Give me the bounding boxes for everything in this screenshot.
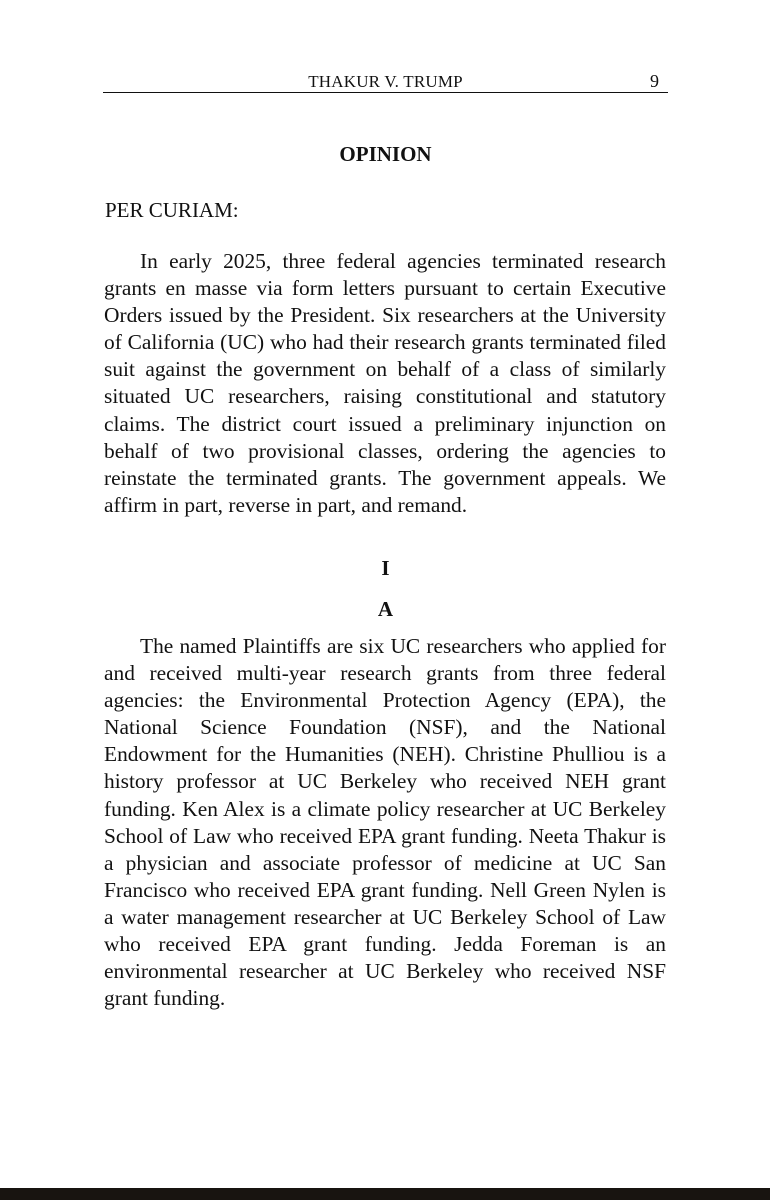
viewer-bottom-bar [0,1188,770,1200]
page-number: 9 [650,71,659,91]
running-header [103,70,668,93]
intro-paragraph: In early 2025, three federal agencies terminated research grants en masse via form letters pursuant to certain Executive Orders issued by the President. Six researchers at the University of California (UC) who had their research grants terminated filed suit against the government on behalf of a class of similarly situated UC researchers, raising constitutional and statutory claims. The district court issued a preliminary injunction on behalf of two provisional classes, ordering the agencies to reinstate the terminated grants. The government appeals. We affirm in part, reverse in part, and remand. [104,249,666,517]
subsection-heading: A [377,597,394,621]
plaintiffs-paragraph: The named Plaintiffs are six UC researchers who applied for and received multi-year research grants from three federal agencies: the Environmental Protection Agency (EPA), the National Science Foundation (NSF), and the National Endowment for the Humanities (NEH). Christine Phulliou is a history professor at UC Berkeley who received NEH grant funding. Ken Alex is a climate policy researcher at UC Berkeley School of Law who received EPA grant funding. Neeta Thakur is a physician and associate professor of medicine at UC San Francisco who received EPA grant funding. Nell Green Nylen is a water management researcher at UC Berkeley School of Law who received EPA grant funding. Jedda Foreman is an environmental researcher at UC Berkeley who received NSF grant funding. [104,634,666,1011]
per-curiam-label: PER CURIAM: [105,198,239,222]
running-title: THAKUR V. TRUMP [308,72,463,91]
section-heading: I [381,556,390,580]
opinion-heading: OPINION [339,142,432,166]
